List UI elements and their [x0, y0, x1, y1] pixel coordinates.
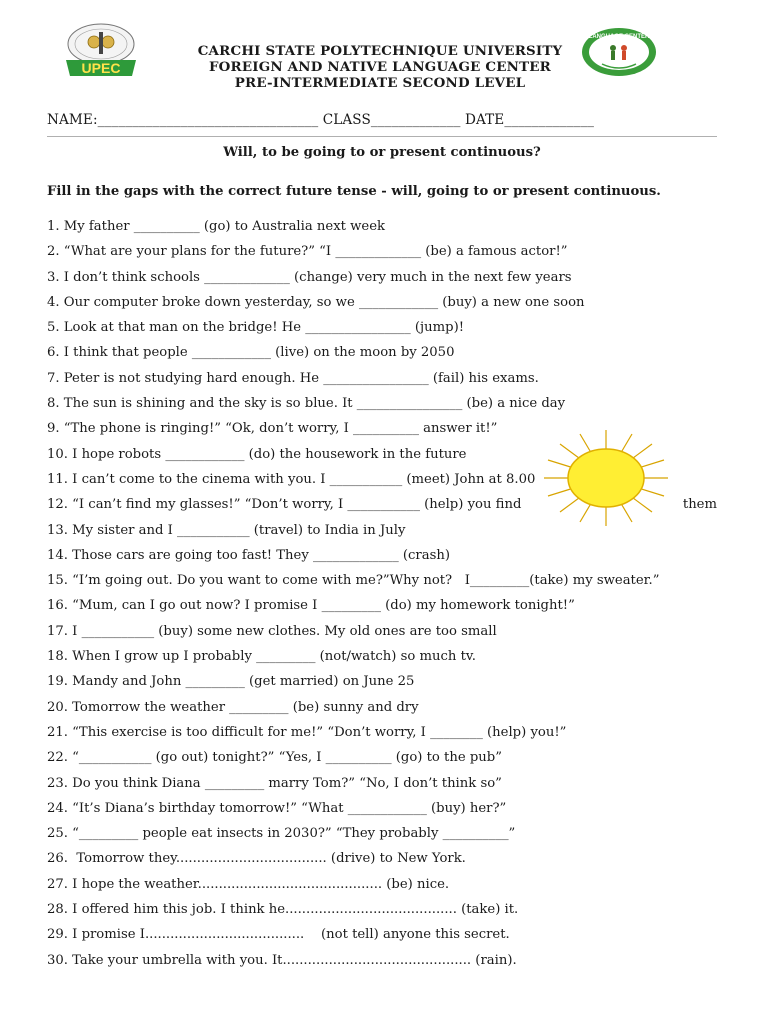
- level-name: PRE-INTERMEDIATE SECOND LEVEL: [234, 75, 526, 91]
- exercise-item-4: 4. Our computer broke down yesterday, so we ____________ (buy) a new one soon: [47, 294, 585, 310]
- university-name: CARCHI STATE POLYTECHNIQUE UNIVERSITY: [197, 43, 563, 59]
- separator-line: [47, 136, 717, 137]
- center-name: FOREIGN AND NATIVE LANGUAGE CENTER: [208, 59, 552, 75]
- exercise-item-25: 25. “_________ people eat insects in 2030?” “They probably __________”: [47, 826, 516, 842]
- exercise-item-16: 16. “Mum, can I go out now? I promise I _________ (do) my homework tonight!”: [47, 598, 575, 614]
- exercise-list: [47, 217, 727, 976]
- worksheet-title: Will, to be going to or present continuous?: [223, 145, 541, 160]
- exercise-item-18: 18. When I grow up I probably _________ (not/watch) so much tv.: [47, 649, 476, 665]
- logo-text: LANGUAGE CENTER: [588, 34, 650, 40]
- exercise-item-19: 19. Mandy and John _________ (get married) on June 25: [47, 674, 415, 690]
- exercise-item-12: [47, 495, 717, 520]
- exercise-item-5: 5. Look at that man on the bridge! He ________________ (jump)!: [47, 320, 465, 336]
- exercise-item-14: 14. Those cars are going too fast! They _____________ (crash): [47, 547, 450, 563]
- exercise-item-12-end: them: [682, 497, 717, 513]
- exercise-item-10: 10. I hope robots ____________ (do) the housework in the future: [47, 446, 467, 462]
- university-logo: [60, 22, 142, 80]
- exercise-item-11: 11. I can’t come to the cinema with you. I ___________ (meet) John at 8.00: [47, 471, 536, 487]
- document-header: [150, 43, 610, 91]
- logo-text: UPEC: [81, 60, 121, 76]
- exercise-item-28: 28. I offered him this job. I think he......................................... (take) it.: [47, 902, 519, 918]
- exercise-item-12-text: 12. “I can’t find my glasses!” “Don’t worry, I ___________ (help) you find: [47, 497, 522, 513]
- student-info-line: NAME:________________________________ CLASS_____________ DATE_____________: [47, 112, 594, 128]
- exercise-item-26: 26. Tomorrow they.................................... (drive) to New York.: [47, 851, 466, 867]
- exercise-item-9: 9. “The phone is ringing!” “Ok, don’t worry, I __________ answer it!”: [47, 421, 498, 437]
- instructions: Fill in the gaps with the correct future tense - will, going to or present continuous.: [47, 184, 661, 199]
- exercise-item-24: 24. “It’s Diana’s birthday tomorrow!” “What ____________ (buy) her?”: [47, 800, 507, 816]
- exercise-item-21: 21. “This exercise is too difficult for me!” “Don’t worry, I ________ (help) you!”: [47, 724, 567, 740]
- exercise-item-15: 15. “I’m going out. Do you want to come with me?”Why not? I_________(take) my sweater.”: [47, 573, 660, 589]
- exercise-item-2: 2. “What are your plans for the future?” “I _____________ (be) a famous actor!”: [47, 244, 568, 260]
- exercise-item-8: 8. The sun is shining and the sky is so blue. It ________________ (be) a nice day: [47, 396, 566, 412]
- exercise-item-29: 29. I promise I...................................... (not tell) anyone this secret.: [47, 927, 510, 943]
- exercise-item-1: 1. My father __________ (go) to Australia next week: [47, 219, 386, 234]
- exercise-item-7: 7. Peter is not studying hard enough. He ________________ (fail) his exams.: [47, 370, 539, 386]
- exercise-item-17: 17. I ___________ (buy) some new clothes. My old ones are too small: [47, 623, 497, 639]
- exercise-item-30: 30. Take your umbrella with you. It............................................. (rain).: [47, 952, 517, 968]
- exercise-item-20: 20. Tomorrow the weather _________ (be) sunny and dry: [47, 699, 419, 715]
- exercise-item-3: 3. I don’t think schools _____________ (change) very much in the next few years: [47, 269, 572, 285]
- exercise-item-6: 6. I think that people ____________ (live) on the moon by 2050: [47, 345, 455, 361]
- exercise-item-27: 27. I hope the weather............................................ (be) nice.: [47, 876, 450, 892]
- exercise-item-22: 22. “___________ (go out) tonight?” “Yes, I __________ (go) to the pub”: [47, 750, 502, 766]
- language-center-logo: [580, 26, 658, 78]
- exercise-item-23: 23. Do you think Diana _________ marry Tom?” “No, I don’t think so”: [47, 775, 502, 791]
- exercise-item-13: 13. My sister and I ___________ (travel) to India in July: [47, 522, 406, 538]
